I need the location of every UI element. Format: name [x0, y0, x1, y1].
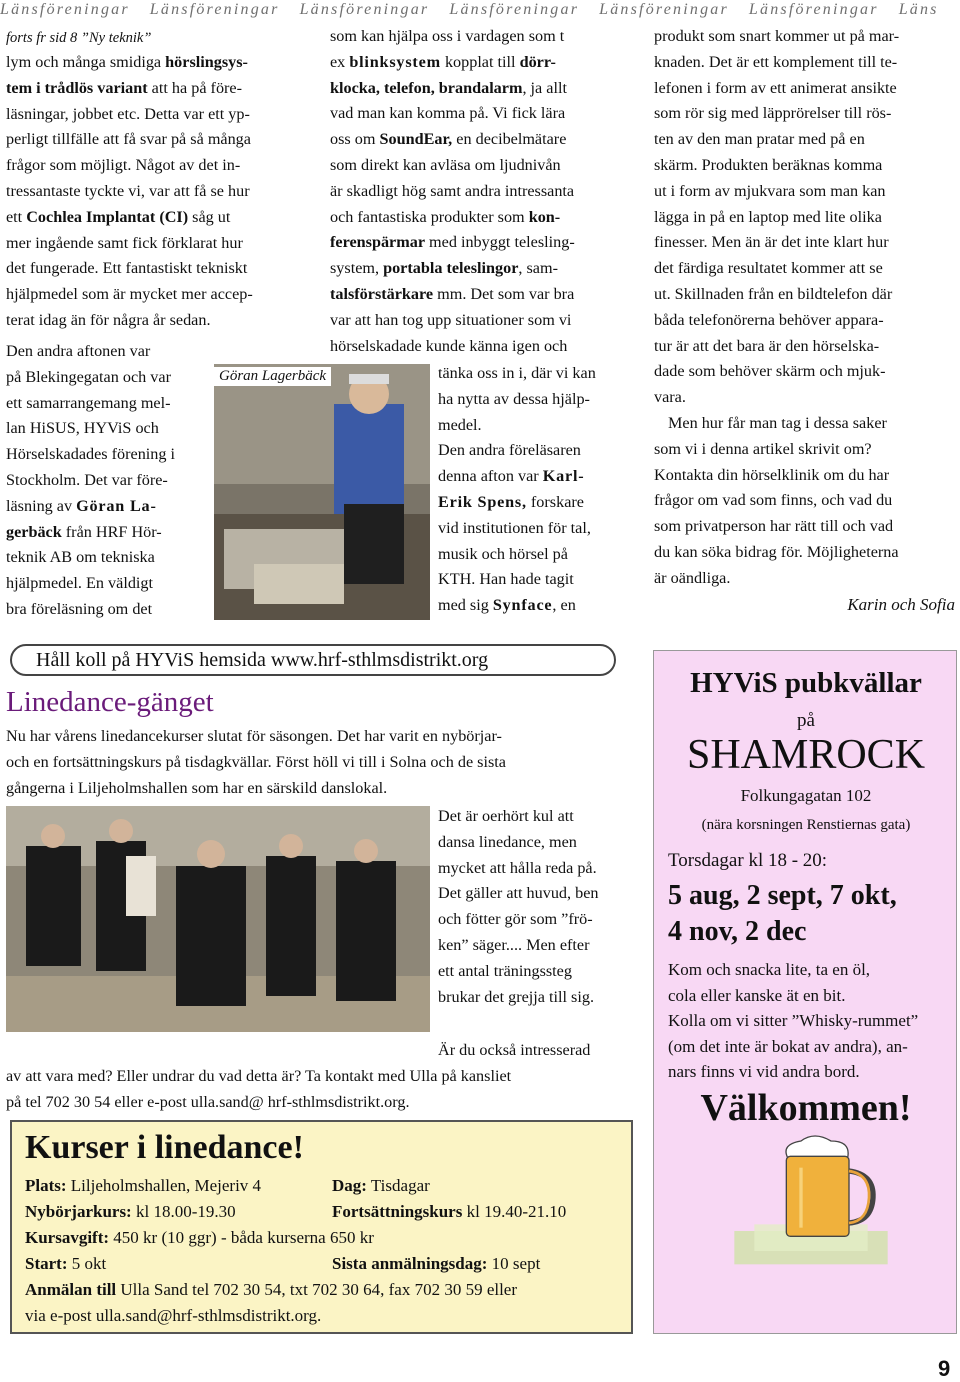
continued-note: forts fr sid 8 ”Ny teknik” [6, 30, 152, 46]
pub-address: Folkungagatan 102 [740, 786, 872, 805]
pub-time: Torsdagar kl 18 - 20: [668, 850, 828, 871]
course-signup-email: via e-post ulla.sand@hrf-sthlmsdistrikt.org. [25, 1306, 322, 1325]
beer-mug-icon [666, 1131, 956, 1331]
speaker-photo [214, 364, 430, 620]
course-title: Kurser i linedance! [25, 1129, 304, 1166]
course-beginner: Nybörjarkurs: kl 18.00-19.30 [25, 1202, 236, 1221]
website-url-box [10, 644, 616, 676]
header-word: Länsföreningar [599, 1, 729, 18]
course-place: Plats: Liljeholmshallen, Mejeriv 4 [25, 1176, 262, 1195]
linedance-side-text: Det är oerhört kul att dansa linedance, men mycket att hålla reda på. Det gäller att huvud, ben och fötter gör som ”frö- ken” säger.... Men efter ett antal träningssteg brukar det grejja till sig. [438, 807, 599, 1006]
pub-evenings-box [653, 650, 957, 1334]
article-column-2-bottom: tänka oss in i, där vi kan ha nytta av dessa hjälp- medel. Den andra föreläsaren denna afton var Karl- Erik Spens, forskare vid institutionen för tal, musik och hörsel på KTH. Han hade tagit med sig Synface, en [438, 364, 596, 615]
linedance-question: Är du också intresserad [438, 1041, 591, 1059]
header-word: Länsföreningar [449, 1, 580, 18]
section-header-band [0, 0, 960, 22]
header-word: Läns [898, 1, 939, 18]
course-start: Start: 5 okt [25, 1254, 107, 1273]
header-word: Länsföreningar [299, 1, 430, 18]
pub-description: Kom och snacka lite, ta en öl, cola eller kanske ät en bit. Kolla om vi sitter ”Whisky-rummet” (om det inte är bokat av andra), an- nars finns vi vid andra bord. [668, 960, 919, 1081]
article-signature: Karin och Sofia [847, 594, 955, 614]
linedance-intro: Nu har vårens linedancekurser slutat för säsongen. Det har varit en nybörjar- och en fortsättningskurs på tisdagkvällar. Först höll vi till i Solna och de sista gångerna i Liljeholmshallen som har en särskild danslokal. [6, 727, 506, 797]
pub-dates-1: 5 aug, 2 sept, 7 okt, [668, 880, 897, 911]
pub-dates-2: 4 nov, 2 dec [668, 916, 807, 947]
pub-title: HYViS pubkvällar [690, 667, 922, 699]
linedance-photo-illustration [6, 806, 430, 1032]
linedance-title: Linedance-gänget [6, 686, 214, 718]
page-number: 9 [938, 1356, 951, 1381]
article-column-1-top: lym och många smidiga hörslingsys- tem i trådlös variant att ha på före- läsningar, jobbet etc. Detta var ett yp- perligt tillfälle att få svar på så många frågor som möjligt. Något av det in- tressantaste tyckte vi, var att få se hur ett Cochlea Implantat (CI) såg ut mer ingående samt fick förklarat hur det fungerade. Ett fantastiskt tekniskt hjälpmedel som är mycket mer accep- terat idag än för några år sedan. [6, 53, 253, 329]
article-column-1 [6, 26, 206, 52]
course-fee: Kursavgift: 450 kr (10 ggr) - båda kurserna 650 kr [25, 1228, 374, 1247]
pub-name: SHAMROCK [686, 732, 926, 778]
header-word: Länsföreningar [149, 1, 280, 18]
header-word: Länsföreningar [0, 1, 130, 18]
course-continuation: Fortsättningskurs kl 19.40-21.10 [332, 1202, 567, 1221]
pub-welcome: Välkommen! [700, 1087, 912, 1129]
course-signup: Anmälan till Ulla Sand tel 702 30 54, txt 702 30 64, fax 702 30 59 eller [25, 1280, 518, 1299]
pub-address-note: (nära korsningen Renstiernas gata) [701, 817, 911, 833]
header-word: Länsföreningar [748, 1, 879, 18]
photo-caption: Göran Lagerbäck [214, 367, 331, 386]
linedance-contact: av att vara med? Eller undrar du vad detta är? Ta kontakt med Ulla på kansliet på tel 702 30 54 eller e-post ulla.sand@ hrf-sthlmsdistrikt.org. [6, 1067, 512, 1111]
course-day: Dag: Tisdagar [332, 1176, 430, 1195]
article-column-3: produkt som snart kommer ut på mar- knaden. Det är ett komplement till te- lefonen i form av ett animerat ansikte som rör sig med läpprörelser till rös- ten av den man pratar med på en skärm. Produkten beräknas komma ut i form av mjukvara som man kan lägga in på en laptop med lite olika finesser. Men än är det inte klart hur det färdiga resultatet kommer att se ut. Skillnaden från en bildtelefon där båda telefonörerna behöver appara- tur är att det bara är den hörselska- dade som behöver skärm och mjuk- vara. Men hur får man tag i dessa saker som vi i denna artikel skrivit om? Kontakta din hörselklinik om du har frågor om vad som finns, och vad du som privatperson har rätt till och vad du kan söka bidrag för. Möjligheterna är oändliga. Karin och Sofia [654, 24, 955, 617]
course-info-box [10, 1120, 633, 1334]
pub-pa: på [797, 710, 815, 731]
website-url-text: Håll koll på HYViS hemsida www.hrf-sthlmsdistrikt.org [36, 649, 489, 671]
linedance-photo [6, 806, 430, 1032]
article-column-1-bottom: Den andra aftonen var på Blekingegatan och var ett samarrangemang mel- lan HiSUS, HYViS och Hörselskadades förening i Stockholm. Det var före- läsning av Göran La- gerbäck från HRF Hör- teknik AB om tekniska hjälpmedel. En väldigt bra föreläsning om det [6, 342, 176, 618]
speaker-photo-illustration [214, 364, 430, 620]
course-deadline: Sista anmälningsdag: 10 sept [332, 1254, 541, 1273]
article-column-2-top: som kan hjälpa oss i vardagen som t ex blinksystem kopplat till dörr- klocka, telefon, brandalarm, ja allt vad man kan komma på. Vi fick lära oss om SoundEar, en decibelmätare som direkt kan avläsa om ljudnivån är skadligt hög samt andra intressanta och fantastiska produkter som kon- ferenspärmar med inbyggt telesling- system, portabla teleslingor, sam- talsförstärkare mm. Det som var bra var att han tog upp situationer som vi hörselskadade kunde känna igen och [330, 27, 575, 355]
